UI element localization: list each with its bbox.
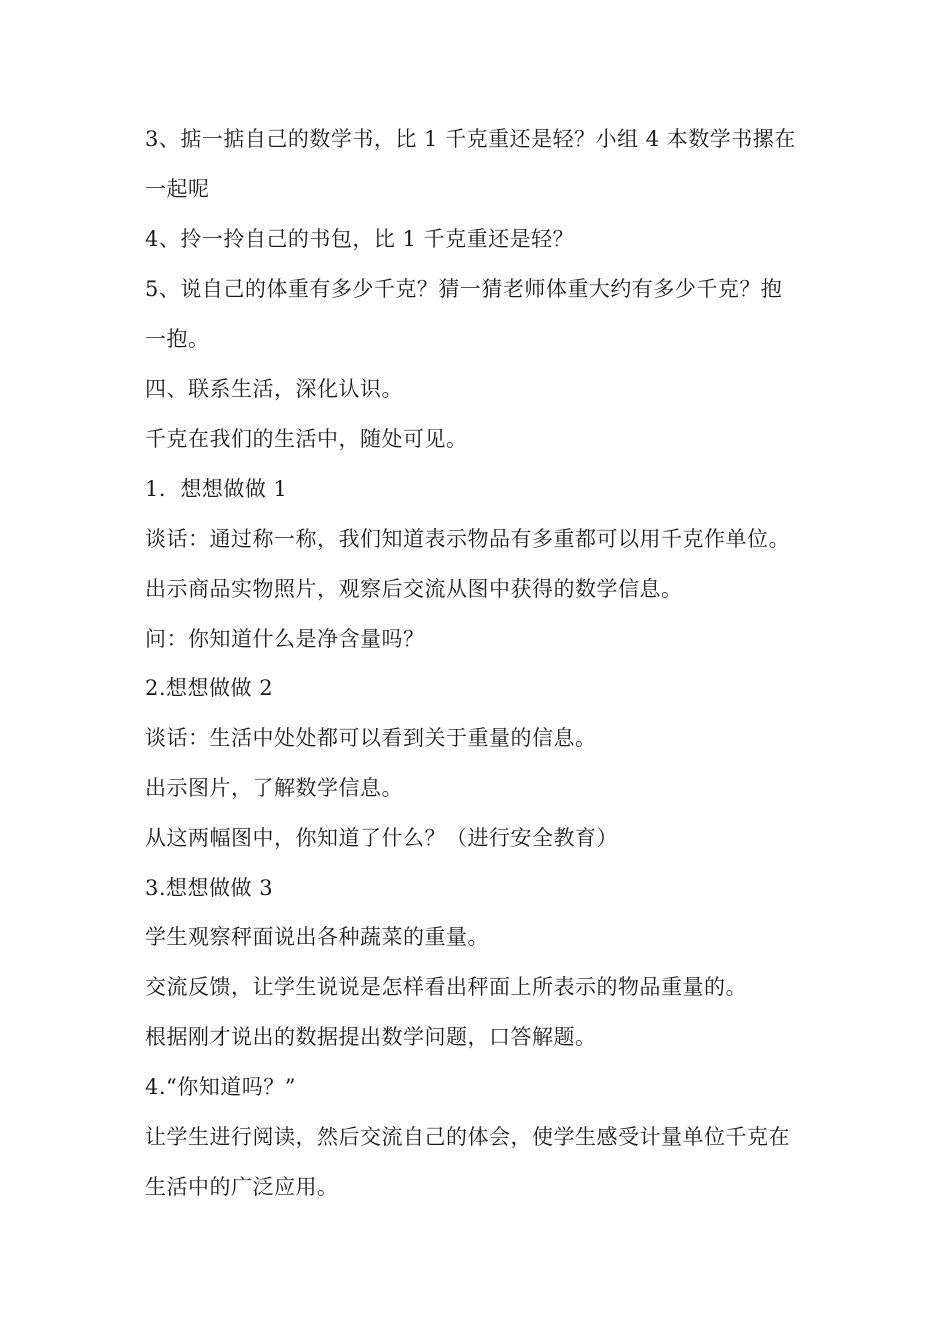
text-line: 5、说自己的体重有多少千克？猜一猜老师体重大约有多少千克？抱 (145, 277, 783, 301)
text-line: 4、拎一拎自己的书包，比 1 千克重还是轻？ (145, 227, 575, 251)
subsection-heading: 1．想想做做 1 (145, 477, 288, 501)
text-line: 从这两幅图中，你知道了什么？（进行安全教育） (145, 826, 618, 850)
text-line: 根据刚才说出的数据提出数学问题，口答解题。 (145, 1025, 597, 1049)
text-line: 一起呢 (145, 177, 210, 201)
text-line: 出示图片，了解数学信息。 (145, 776, 403, 800)
subsection-heading: 4.“你知道吗？” (145, 1075, 297, 1099)
text-line: 谈话：生活中处处都可以看到关于重量的信息。 (145, 726, 597, 750)
text-line: 学生观察秤面说出各种蔬菜的重量。 (145, 925, 489, 949)
text-line: 千克在我们的生活中，随处可见。 (145, 427, 468, 451)
subsection-heading: 3.想想做做 3 (145, 876, 274, 900)
text-line: 交流反馈，让学生说说是怎样看出秤面上所表示的物品重量的。 (145, 975, 747, 999)
subsection-heading: 2.想想做做 2 (145, 676, 274, 700)
text-line: 一抱。 (145, 327, 210, 351)
text-line: 3、掂一掂自己的数学书，比 1 千克重还是轻？小组 4 本数学书摞在 (145, 127, 796, 151)
text-line: 谈话：通过称一称，我们知道表示物品有多重都可以用千克作单位。 (145, 527, 790, 551)
section-heading: 四、联系生活，深化认识。 (145, 377, 403, 401)
text-line: 问：你知道什么是净含量吗？ (145, 627, 425, 651)
text-line: 生活中的广泛应用。 (145, 1175, 339, 1199)
text-line: 出示商品实物照片，观察后交流从图中获得的数学信息。 (145, 577, 683, 601)
text-line: 让学生进行阅读，然后交流自己的体会，使学生感受计量单位千克在 (145, 1125, 790, 1149)
